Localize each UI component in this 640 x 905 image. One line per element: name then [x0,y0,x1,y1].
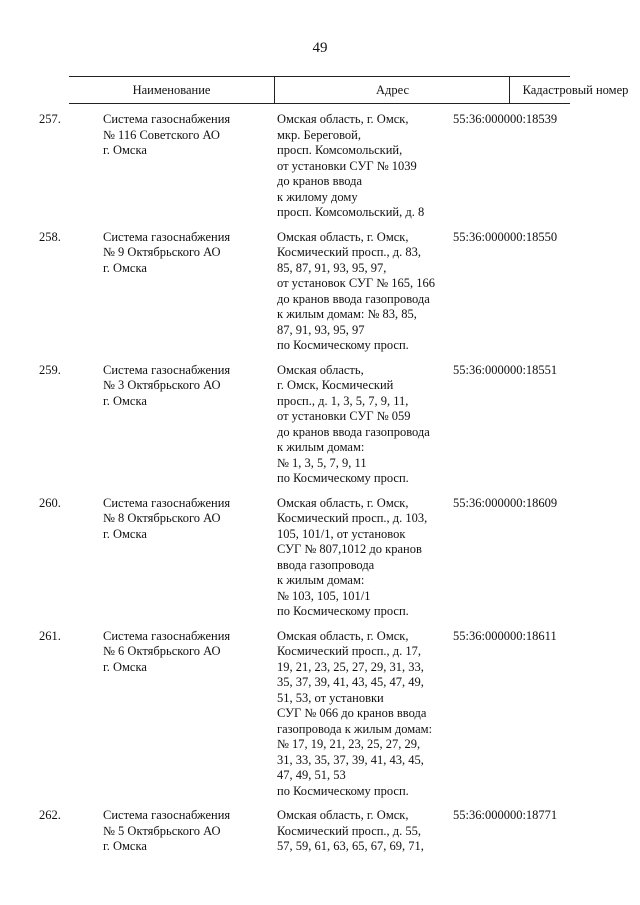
address-line: по Космическому просп. [277,338,409,352]
name-line: г. Омска [103,143,147,157]
address-line: 85, 87, 91, 93, 95, 97, [277,260,387,275]
name-line: № 8 Октябрьского АО [103,511,221,525]
address-line: по Космическому просп. [277,604,409,618]
cell-address [277,808,452,855]
address-line: мкр. Береговой, [277,127,361,142]
header-name: Наименование [132,83,211,97]
cell-cadastral: 55:36:000000:18771 [453,808,558,822]
address-line: от установки СУГ № 059 [277,409,411,423]
name-line: г. Омска [103,393,147,408]
cell-address [277,112,452,221]
cell-cadastral: 55:36:000000:18551 [453,362,558,377]
address-line: к жилым домам: [277,440,365,454]
address-line: просп., д. 1, 3, 5, 7, 9, 11, [277,393,409,408]
address-line: до кранов ввода газопровода [277,291,430,306]
address-line: Космический просп., д. 83, [277,245,422,259]
row-number: 257. [39,112,61,126]
address-line: г. Омск, Космический [277,378,394,392]
cell-address [277,629,452,800]
address-line: к жилым домам: [277,573,365,587]
name-line: г. Омска [103,659,147,674]
name-line: № 9 Октябрьского АО [103,245,221,259]
header-cadastral: Кадастровый номер [509,77,640,103]
row-number: 259. [39,362,61,377]
address-line: по Космическому просп. [277,783,409,798]
page-number: 49 [312,40,328,56]
address-line: от установок СУГ № 165, 166 [277,276,436,290]
cell-cadastral: 55:36:000000:18609 [453,495,558,510]
address-line: № 103, 105, 101/1 [277,588,371,603]
address-line: Омская область, [277,362,364,377]
cell-cadastral: 55:36:000000:18539 [453,112,558,126]
name-line: Система газоснабжения [103,808,231,822]
name-line: № 6 Октябрьского АО [103,644,221,658]
address-line: Космический просп., д. 103, [277,511,428,525]
name-line: Система газоснабжения [103,362,231,377]
address-line: к жилому дому [277,189,358,204]
address-line: СУГ № 066 до кранов ввода [277,706,427,720]
address-line: по Космическому просп. [277,471,409,485]
table-header [69,76,629,104]
name-line: г. Омска [103,260,147,275]
name-line: Система газоснабжения [103,112,231,126]
header-address: Адрес [274,77,510,103]
name-line: № 116 Советского АО [103,127,220,142]
cell-name [39,362,271,410]
address-line: СУГ № 807,1012 до кранов [277,542,422,556]
name-line: Система газоснабжения [103,495,231,510]
address-line: 105, 101/1, от установок [277,526,406,541]
address-line: Омская область, г. Омск, [277,112,409,126]
address-line: просп. Комсомольский, [277,143,403,157]
address-line: ввода газопровода [277,557,375,572]
address-line: до кранов ввода газопровода [277,424,430,439]
cell-address [277,230,452,354]
address-line: газопровода к жилым домам: [277,721,433,736]
name-line: Система газоснабжения [103,229,231,244]
address-line: Омская область, г. Омск, [277,628,409,643]
cell-address [277,363,452,487]
cell-name [39,229,271,277]
name-line: № 3 Октябрьского АО [103,378,221,392]
address-line: 47, 49, 51, 53 [277,768,346,782]
address-line: Космический просп., д. 55, [277,823,422,838]
address-line: к жилым домам: № 83, 85, [277,307,417,321]
cell-address [277,496,452,620]
cell-cadastral: 55:36:000000:18550 [453,229,558,244]
address-line: до кранов ввода [277,174,363,188]
address-line: 57, 59, 61, 63, 65, 67, 69, 71, [277,839,424,853]
name-first-line [39,808,271,824]
cell-name [39,495,271,543]
name-first-line [39,628,271,645]
address-line: 31, 33, 35, 37, 39, 41, 43, 45, [277,752,424,767]
address-line: 35, 37, 39, 41, 43, 45, 47, 49, [277,675,424,689]
name-first-line [39,112,271,128]
name-line: Система газоснабжения [103,628,231,643]
address-line: 87, 91, 93, 95, 97 [277,322,365,337]
row-number: 261. [39,628,61,643]
registry-table [39,76,629,853]
address-line: Омская область, г. Омск, [277,808,409,822]
address-line: просп. Комсомольский, д. 8 [277,205,425,219]
name-line: г. Омска [103,839,147,853]
address-line: Космический просп., д. 17, [277,644,422,658]
address-line: № 17, 19, 21, 23, 25, 27, 29, [277,737,421,751]
name-line: № 5 Октябрьского АО [103,823,221,838]
row-number: 260. [39,495,61,510]
name-first-line [39,229,271,246]
address-line: Омская область, г. Омск, [277,229,409,244]
row-number: 262. [39,808,61,822]
name-line: г. Омска [103,526,147,541]
address-line: Омская область, г. Омск, [277,495,409,510]
row-number: 258. [39,229,61,244]
cell-cadastral: 55:36:000000:18611 [453,628,557,643]
cell-name [39,112,271,159]
cell-name [39,628,271,676]
address-line: 19, 21, 23, 25, 27, 29, 31, 33, [277,659,424,674]
address-line: от установки СУГ № 1039 [277,158,417,173]
name-first-line [39,495,271,512]
address-line: № 1, 3, 5, 7, 9, 11 [277,455,367,470]
name-first-line [39,362,271,379]
address-line: 51, 53, от установки [277,690,384,705]
cell-name [39,808,271,855]
